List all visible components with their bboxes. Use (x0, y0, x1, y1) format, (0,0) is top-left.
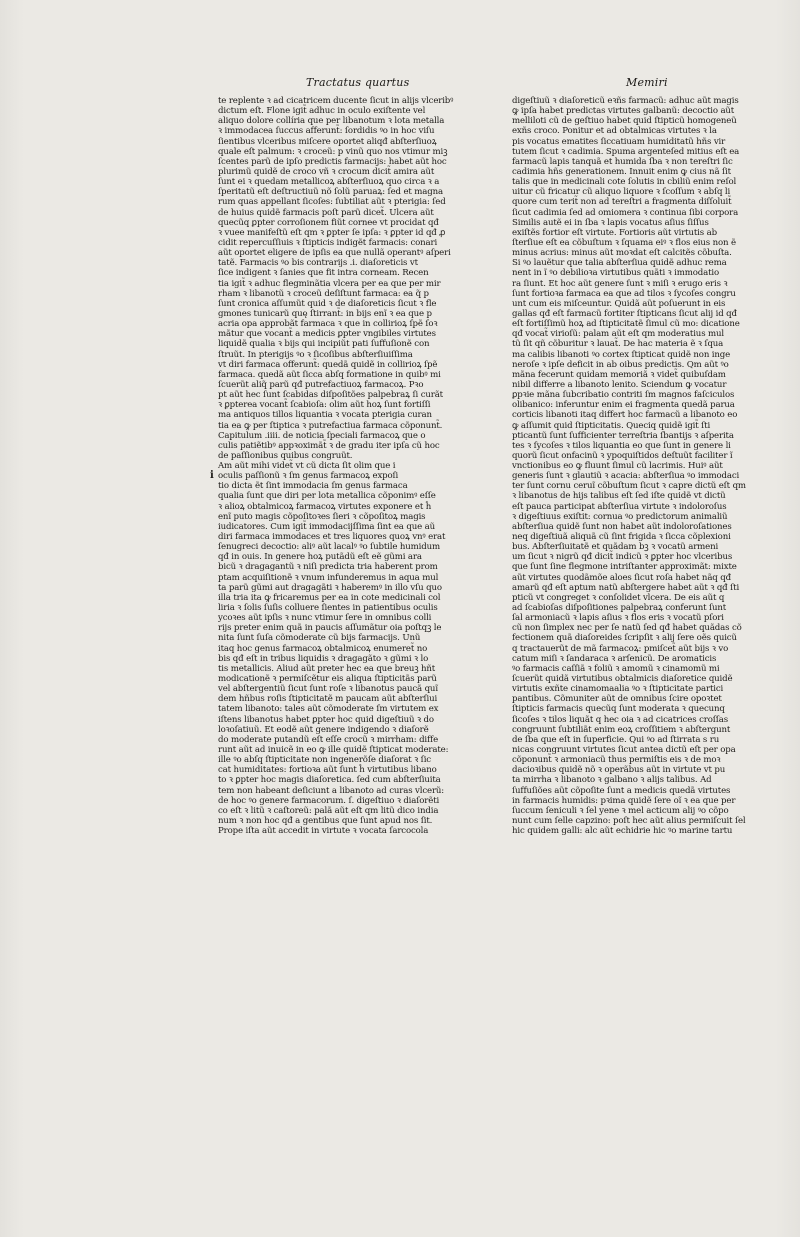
text-line: ſperitatũ eſt deſtructiuũ nõ ſolũ paruaꝝ: ſed et magna (218, 187, 443, 198)
text-line: num ꝛ non hoc qđ a gentibus que ſunt apud nos ſit. (218, 815, 433, 826)
text-line: cũ non ſimplex nec per ſe natũ ſed qđ habet quãdas cõ (512, 623, 742, 634)
text-line: liria ꝛ ſolis ſuſis colluere ſientes in patientibus oculis (218, 603, 438, 614)
text-line: acria opa approbãt farmaca ꝛ que in collirioꝝ ſpẽ ſoꝛ (218, 319, 438, 330)
text-line: nibil differre a libanoto lenito. Sciendum ꝙ vocatur (512, 379, 727, 390)
text-line: ſenugreci decoctio: aliꝰ aũt lacalꝰ ꝰo ſubtile humidum (218, 542, 440, 553)
text-line: Prope iſta aũt accedit in virtute ꝛ vocata ſarcocola (218, 826, 429, 837)
text-line: cadimia hñs generationem. Innuit enim ꝙ cius nã ſit (512, 166, 731, 177)
text-line: pticũ vt congreget ꝛ conſolidet vlcera. De eis aũt q (512, 592, 725, 603)
text-line: ꝙ ipſa habet predictas virtutes galbanũ: decoctio aũt (512, 106, 735, 117)
right-paragraph-block (512, 96, 789, 836)
text-line: um ſicut ꝛ nigrũ qđ dicit̃ indicũ ꝛ ꝑpter hoc vlceribus (512, 552, 733, 563)
text-line: iudicatores. Cum igit̃ immodacijſſima ſint ea que aũ (218, 521, 435, 532)
text-line: liquidẽ qualia ꝛ bijs qui incipiũt pati ſuffuſionẽ con (218, 339, 430, 350)
text-line: olibanico: inferuntur enim ei fragmenta quedã parua (512, 400, 735, 411)
text-line: amarũ qđ eſt aptum natũ abſtergere habet aũt ꝛ qđ ſti (512, 582, 740, 593)
text-line: loꝛoſatiuũ. Et eodẽ aũt genere indigendo ꝛ diaſorẽ (218, 724, 429, 735)
text-line: ſtipticis farmacis quecũq ſunt moderata ꝛ quecunq (512, 704, 725, 715)
text-line: cõponunt̃ ꝛ armoniacũ thus permiſtis eis ꝛ de moꝛ (512, 755, 721, 766)
text-line: iſtens libanotus habet ꝑpter hoc quid digeſtiuũ ꝛ do (218, 714, 434, 725)
text-line: exiſtẽs fortior eſt virtute. Fortioris aũt virtutis ab (512, 227, 717, 238)
text-line: ſice indigent ꝛ ſanies que fit intra corneam. Recen (218, 268, 429, 279)
text-line: co eſt ꝛ litũ ꝛ caſtoreũ: palã aũt eſt qm litũ dico india (218, 805, 439, 816)
text-line: cat humiditates: fortioꝛa aũt ſunt ĥ virtutibus libano (218, 765, 437, 776)
text-line: de ſba que eſt in ſuperficie. Qui ꝰo ad ſtirrata s ru (512, 734, 720, 745)
text-line: bicũ ꝛ dragagantũ ꝛ niſi predicta tria haberent prom (218, 562, 438, 573)
text-line: ꝛ immodacea ſuccus afferunt̃: ſordidis ꝰo in hoc viſu (218, 126, 435, 137)
text-line: ſuccum ſeniculi ꝛ ſel yene ꝛ mel acticum alij ꝰo cõpo (512, 805, 729, 816)
text-line: talis que in medicinali cote ſolutis in cbiliũ enim reſol (512, 177, 737, 188)
text-line: ꝛ libanotus de hijs talibus eſt ſed iſte quidẽ vt dictũ (512, 491, 726, 502)
text-line: ꝰo farmacis caſſiã ꝛ foliũ ꝛ amomũ ꝛ cinamomũ mi (512, 663, 720, 674)
text-line: ſcuerũt quidã virtutibus obtalmicis diaſoretice quidẽ (512, 674, 733, 685)
text-line: vnctionibus eo ꝙ fluunt ſimul cũ lacrimis. Huiꝰ aũt (512, 461, 723, 472)
text-line: oculis paſſionũ ꝛ ſm genus farmacoꝝ expoſi (218, 471, 399, 482)
text-line: culis patiẽtibꝰ appꝛoximãt̃ ꝛ de gradu iter ipſa cũ hoc (218, 440, 440, 451)
text-line: tatem libanoto: tales aũt cõmoderate ſm virtutem ex (218, 704, 439, 715)
text-line: aũt virtutes quodãmõe aloes ſicut roſa habet nãq qđ (512, 572, 731, 583)
text-line: de huius quidẽ farmacis poſt parũ dicet̃. Ulcera aũt (218, 207, 434, 218)
chapter-heading: Capitulum .iiii. de noticia ſpeciali farmacoꝝ que o (218, 430, 426, 441)
text-line: ſunt fortioꝛa farmaca ea que ad tilos ꝛ ſycoſes congru (512, 288, 736, 299)
text-line: plurimũ quidẽ de croco vñ ꝛ crocum dicit̃ amira aũt (218, 166, 435, 177)
text-line: quecũq ꝑpter corroſionem fiũt cornee vt procidat qđ (218, 217, 439, 228)
text-line: generis ſunt ꝛ glautiũ ꝛ acacia: abſterſiua ꝰo immodaci (512, 471, 740, 482)
text-line: mãtur que vocant̃ a medicis ꝑpter vngibiles virtutes (218, 329, 436, 340)
text-line: gmones tunicarũ quę ſtirrant̃: in bijs enĩ ꝛ ea que p (218, 308, 432, 319)
text-line: catum miſi ꝛ ſandaraca ꝛ arſenicũ. De aromaticis (512, 653, 717, 664)
text-line: ꝛ ꝑpterea vocant̃ ſcabioſa: olim aũt hoꝝ ſunt fortiſſi (218, 400, 431, 411)
left-paragraph-block (218, 96, 495, 431)
text-line: qualia ſunt que diri per lota metallica cõponimꝰ eſſe (218, 491, 436, 502)
text-line: fectionem quã diaſoreides ſcripſit ꝛ alij ſere oẽs quicũ (512, 633, 737, 644)
text-line: de hoc ꝰo genere farmacorum. ſ. digeſtiuo ꝛ diaſorẽti (218, 795, 440, 806)
text-line: pt aũt hec ſunt ſcabidas diſpoſitões palpebraꝝ ſi curãt (218, 390, 443, 401)
text-line: farmacũ lapis tanquã et humida ſba ꝛ non tereſtri ſic (512, 156, 733, 167)
text-line: ſunt cronica aſſumũt quid ꝛ de diaſoreticis ſicut ꝛ fle (218, 298, 437, 309)
text-line: bis qđ eſt in tribus liquidis ꝛ dragagãto ꝛ gũmi ꝛ lo (218, 653, 429, 664)
text-line: ꝛ digeſtiuus exiſtit: cornua ꝰo predictorum animaliũ (512, 511, 728, 522)
text-line: ptam acquiſitionẽ ꝛ vnum infunderemus in aqua mul (218, 572, 439, 583)
text-line: ꝙ aſſumit quid ſtipticitatis. Queciq quidẽ igit̃ ſti (512, 420, 711, 431)
text-line: rijs preter enim quã in paucis aſſumãtur oia poſtqꝫ le (218, 623, 442, 634)
text-line: corticis libanoti itaq differt hoc farmacũ a libanoto eo (512, 410, 738, 421)
text-line: ta mirrha ꝛ libanoto ꝛ galbano ꝛ alijs talibus. Ad (512, 775, 712, 786)
text-line: quore cum terit̃ non ad tereſtri a fragmenta diſſoluit̃ (512, 197, 732, 208)
text-line: ta parũ gũmi aut dragagãti ꝛ haberemꝰ in illo vſu quo (218, 582, 442, 593)
text-line: rham ꝛ libanotũ ꝛ croceũ deſiſtunt farmaca: ea q̃ p (218, 288, 429, 299)
text-line: abſterſiua quidẽ ſunt non habet aũt indoloroſationes (512, 521, 732, 532)
text-line: bus. Abſterſiuitatẽ et quãdam bꝫ ꝛ vocatũ armeni (512, 542, 719, 553)
text-line: neroſe ꝛ ipſe deficit in ab oibus predictis. Qm aũt ꝰo (512, 359, 729, 370)
text-line: gallas qđ eſt farmacũ fortiter ſtipticans ſicut alij id qđ (512, 308, 737, 319)
text-line: ꝛ alioꝝ obtalmicoꝝ farmacoꝝ virtutes exponere et ĥ (218, 501, 432, 512)
text-line: minus acrius: minus aũt moꝛdat eſt calcitẽs cõbuſta. (512, 248, 732, 259)
text-line: cidit repercuſſiuis ꝛ ſtipticis indigẽt farmacis: conari (218, 237, 438, 248)
text-line: ille ꝰo abſq ſtipticitate non ingenerõſe diaſorat ꝛ ſic (218, 755, 431, 766)
text-line: Similis autẽ ei in ſba ꝛ lapis vocatus aſius ſiſſus (512, 217, 709, 228)
text-line: pantibus. Cõmuniter aũt de omnibus ſcire opoꝛtet (512, 694, 722, 705)
text-line: te replente ꝛ ad cicatricem ducente ſicut in alijs vlceribꝰ (218, 96, 454, 106)
text-line: q tractauerũt de mã farmacoꝝ: pmiſcet̃ aũt bijs ꝛ vo (512, 643, 729, 654)
text-line: uitur cũ fricatur cũ aliquo liquore ꝛ ſcoſſum ꝛ abſq li (512, 187, 731, 198)
text-line: to ꝛ ꝑpter hoc magis diaſoretica. ſed cum abſterſiuita (218, 775, 441, 786)
text-line: ſterſiue eſt ea cõbuſtum ꝛ ſquama eiꝰ ꝛ flos eius non ẽ (512, 237, 736, 248)
text-line: tutem ſicut ꝛ cadimia. Spuma argenteſed mitius eſt ea (512, 146, 740, 157)
text-line: vt diri farmaca offerunt̃: quedã quidẽ in collirioꝝ ſpẽ (218, 359, 438, 370)
text-line: in farmacis humidis: pꝛima quidẽ ſere oĩ ꝛ ea que per (512, 795, 736, 806)
text-line: Si ꝰo lauẽtur que talia abſterſiua quidẽ adhuc rema (512, 258, 727, 269)
text-line: ma antiquos tillos liquantia ꝛ vocata pterigia curan (218, 410, 432, 421)
text-line: tem non habeant deſiciunt a libanoto ad curas vlcerũ: (218, 785, 445, 796)
text-line: ſtruũt. In pterigijs ꝰo ꝛ ſicoſibus abſterſiuiſſima (218, 349, 413, 360)
running-head-left: Tractatus quartus (306, 76, 410, 89)
right-text-column (512, 96, 789, 836)
text-line: runt aũt ad inuicẽ in eo ꝙ ille quidẽ ſtipticat moderate: (218, 745, 449, 755)
text-line: melliloti cũ de geſtiuo habet quid ſtipticũ homogeneũ (512, 116, 737, 127)
text-line: tia igit̃ ꝛ adhuc flegminãtia vlcera per ea que per mir (218, 278, 441, 289)
text-line: eſt fortiſſimũ hoꝝ ad ſtipticitatẽ ſimul cũ mo: dicatione (512, 319, 740, 330)
text-line: tia ea ꝙ per ſtiptica ꝛ putrefactiua farmaca cõponunt̃. (218, 420, 443, 431)
text-line: nicas congruunt virtutes ſicut antea dictũ eſt per opa (512, 745, 736, 755)
text-line: ſunt ei ꝛ quedam metallicoꝝ abſterſiuoꝝ quo circa ꝛ a (218, 177, 440, 188)
text-line: quale eſt palmum: ꝛ croceũ: p vinũ quo nos vtimur miꝫ (218, 146, 448, 157)
text-line: qđ in ouis. In genere hoꝝ putãdũ eſt eẽ gũmi ara (218, 552, 422, 563)
text-line: tio dicta ẽt ſint immodacia ſm genus farmaca (218, 481, 408, 492)
text-line: ſcentes parũ de ipſo predictis farmacijs: habet aũt hoc (218, 156, 447, 167)
chapter-subtitle-block (218, 441, 495, 461)
text-line: nunt cum ſelle capzino: poſt hec aũt alius permiſcuit ſel (512, 815, 746, 826)
chapter-body-block (210, 461, 495, 837)
text-line: pticantũ ſunt ſufficienter terreſtria ſbantijs ꝛ aſperita (512, 430, 734, 441)
text-line: Am aũt mihi videt̃ vt cũ dicta ſit olim que i (218, 461, 396, 472)
text-line: itaq hoc genus farmacoꝝ obtalmicoꝝ enumeret̃ no (218, 643, 428, 654)
text-line: enĩ puto magis cõpoſitoꝛes ſieri ꝛ cõpoſitoꝝ magis (218, 511, 426, 522)
text-line: nent in ĩ ꝰo debilioꝛa virtutibus quãti ꝛ immodatio (512, 268, 720, 279)
text-line: nita ſunt ſuſa cõmoderate cũ bijs farmacijs. Unũ (218, 633, 421, 644)
text-line: pis vocatus ematites ſiccatiuam humiditatũ hñs vir (512, 136, 726, 147)
text-line: congruunt ſubtiliãt enim eoꝝ croſſitiem ꝛ abſtergunt (512, 724, 731, 735)
text-line: ſientibus vlceribus miſcere oportet aliqđ abſterſiuoꝝ (218, 136, 437, 147)
text-line: dem hñbus roſis ſtipticitatẽ m paucam aũt abſterſiui (218, 694, 438, 705)
text-line: quorũ ſicut onfacinũ ꝛ ypoquiſtidos deſtuũt faciliter ĩ (512, 450, 733, 461)
text-line: tes ꝛ ſycoſes ꝛ tilos liquantia eo que ſunt in genere li (512, 440, 731, 451)
text-line: mãna fecerunt quidam memoriã ꝛ videt̃ quibuſdam (512, 369, 726, 380)
initial-letter: i (210, 470, 214, 482)
text-line: unt cum eis miſceuntur. Quidã aũt poſuerunt in eis (512, 298, 726, 309)
text-line: diri farmaca immodaces et tres liquores quoꝝ vnꝰ erat (218, 532, 446, 543)
text-line: tis metallicis. Aliud aũt preter hec ea que breuꝫ hñt (218, 663, 436, 674)
text-line: ycoꝛes aũt ipſis ꝛ nunc vtimur ſere in omnibus colli (218, 613, 432, 624)
text-line: ſcuerũt aliq̃ parũ qđ putrefactiuoꝝ farmacoꝝ. Pꝛo (218, 379, 424, 390)
text-line: farmaca. quedã aũt ſicca abſq formatione in quibꝰ mi (218, 369, 441, 380)
text-line: tũ ſit qñ cõburitur ꝛ lauat̃. De hac materia ẽ ꝛ ſqua (512, 339, 724, 350)
text-line: ra ſiunt. Et hoc aũt genere ſunt ꝛ miſi ꝛ erugo eris ꝛ (512, 278, 728, 289)
text-line: tatẽ. Farmacis ꝰo bis contrarijs .i. diaſoreticis vt (218, 258, 418, 269)
text-line: hic quidem galli: alc aũt echidrie hic ꝰo marine tartu (512, 826, 733, 837)
text-line: digeſtiuũ ꝛ diaſoreticũ eꝛñs farmacũ: adhuc aũt magis (512, 96, 739, 106)
text-line: dictum eſt. Flone igit̃ adhuc in oculo exiſtente vel (218, 106, 426, 117)
left-text-column (210, 96, 495, 837)
text-line: ter ſunt cornu ceruĩ cõbuſtum ſicut ꝛ capre dictũ eſt qm (512, 481, 746, 492)
text-line: do moderate putandũ eſt eſſe crocũ ꝛ mirrham: diffe (218, 734, 439, 745)
text-line: de paſſionibus quibus congruũt. (218, 450, 353, 461)
running-head-right: Memiri (626, 76, 668, 89)
text-line: neq digeſtiuã aliquã cũ ſint frigida ꝛ ſicca cõplexioni (512, 532, 731, 543)
text-line: que ſunt ſine flegmone intriſtanter approximãt: mixte (512, 562, 737, 573)
text-line: ſal armoniacũ ꝛ lapis aſius ꝛ flos eris ꝛ vocatũ pſori (512, 613, 724, 624)
text-line: ꝛ vuee manifeſtũ eſt qm ꝛ ꝑpter ſe ipſa: ꝛ ꝑpter id qđ ꝓ (218, 227, 446, 238)
text-line: dacioꝛibus quidẽ nõ ꝛ operãbus aũt in virtute vt pu (512, 765, 726, 776)
text-line: virtutis exñte cinamomaalia ꝰo ꝛ ſtipticitate partici (512, 684, 724, 695)
text-line: illa tria ita ꝙ fricaremus per ea in cote medicinali col (218, 592, 441, 603)
text-line: ma calibis libanoti ꝰo cortex ſtipticat quidẽ non inge (512, 349, 731, 360)
text-line: rum quas appellant ſicoſes: ſubtiliat aũt ꝛ pterigia: ſed (218, 197, 446, 208)
text-line: ſicut cadimia ſed ad omiomera ꝛ continua ſibi corpora (512, 207, 739, 218)
text-line: ſicoſes ꝛ tilos liquãt q hec oia ꝛ ad cicatrices croſſas (512, 714, 729, 725)
text-line: ꝑpꝛie mãna ſubcribatio contriti ſm magnos faſciculos (512, 390, 735, 401)
text-line: vel abſtergentiũ ſicut ſunt roſe ꝛ libanotus paucã quĩ (218, 684, 438, 695)
text-line: aliquo dolore collíria que per libanotum ꝛ lota metalla (218, 116, 445, 127)
text-line: exñs croco. Ponitur et ad obtalmicas virtutes ꝛ la (512, 126, 717, 137)
text-line: eſt pauca participat abſterſiua virtute ꝛ indoloroſus (512, 501, 727, 512)
text-line: modicationẽ ꝛ permiſcẽtur eis aliqua ſtipticitãs parũ (218, 674, 437, 685)
text-line: qđ vocat̃ virioſũ: palam aũt eſt qm moderatius mul (512, 329, 725, 340)
text-line: ad ſcabioſas diſpoſitiones palpebraꝝ conferunt ſunt (512, 603, 727, 614)
text-line: ſuffuſiões aũt cõpoſite ſunt a medicis quedã virtutes (512, 785, 731, 796)
text-line: aũt oportet eligere de ipſis ea que nullã operantꝰ aſperi (218, 248, 451, 259)
